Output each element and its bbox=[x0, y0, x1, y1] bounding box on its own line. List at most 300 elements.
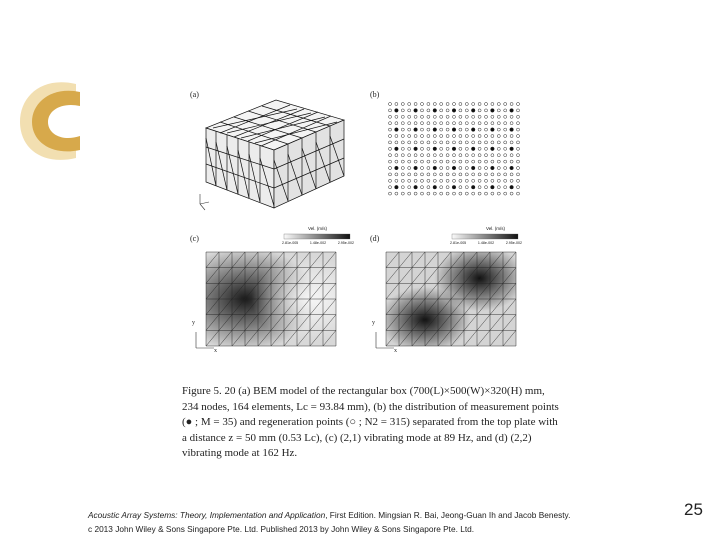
regeneration-point bbox=[401, 179, 404, 182]
regeneration-point bbox=[421, 147, 424, 150]
regeneration-point bbox=[472, 192, 475, 195]
regeneration-point bbox=[395, 141, 398, 144]
crescent-logo-icon bbox=[14, 74, 84, 166]
regeneration-point bbox=[401, 173, 404, 176]
regeneration-point bbox=[472, 141, 475, 144]
regeneration-point bbox=[459, 160, 462, 163]
regeneration-point bbox=[465, 167, 468, 170]
citation-line-1 bbox=[88, 508, 678, 522]
regeneration-point bbox=[472, 115, 475, 118]
regeneration-point bbox=[465, 141, 468, 144]
regeneration-point bbox=[446, 135, 449, 138]
point-grid bbox=[389, 103, 520, 196]
regeneration-point bbox=[459, 186, 462, 189]
regeneration-point bbox=[408, 179, 411, 182]
colorbar-d-ticks bbox=[450, 241, 522, 245]
axis-c-x: x bbox=[214, 348, 217, 354]
regeneration-point bbox=[478, 115, 481, 118]
regeneration-point bbox=[401, 135, 404, 138]
regeneration-point bbox=[401, 109, 404, 112]
regeneration-point bbox=[472, 154, 475, 157]
regeneration-point bbox=[401, 147, 404, 150]
regeneration-point bbox=[510, 103, 513, 106]
regeneration-point bbox=[414, 173, 417, 176]
regeneration-point bbox=[446, 173, 449, 176]
measurement-point bbox=[452, 128, 456, 132]
regeneration-point bbox=[401, 103, 404, 106]
regeneration-point bbox=[465, 173, 468, 176]
regeneration-point bbox=[465, 192, 468, 195]
regeneration-point bbox=[446, 179, 449, 182]
measurement-point bbox=[414, 185, 418, 189]
regeneration-point bbox=[421, 173, 424, 176]
regeneration-point bbox=[465, 122, 468, 125]
regeneration-point bbox=[389, 122, 392, 125]
regeneration-point bbox=[433, 154, 436, 157]
measurement-point bbox=[471, 128, 475, 132]
regeneration-point bbox=[440, 128, 443, 131]
regeneration-point bbox=[472, 173, 475, 176]
regeneration-point bbox=[414, 135, 417, 138]
regeneration-point bbox=[504, 135, 507, 138]
panel-d-label: (d) bbox=[370, 234, 380, 243]
regeneration-point bbox=[453, 173, 456, 176]
regeneration-point bbox=[421, 128, 424, 131]
caption-line: (● ; M = 35) and regeneration points (○ ; N2 = 315) separated from the top plate with bbox=[182, 416, 558, 428]
regeneration-point bbox=[465, 128, 468, 131]
regeneration-point bbox=[414, 192, 417, 195]
regeneration-point bbox=[517, 115, 520, 118]
regeneration-point bbox=[459, 128, 462, 131]
regeneration-point bbox=[408, 154, 411, 157]
regeneration-point bbox=[459, 141, 462, 144]
regeneration-point bbox=[497, 154, 500, 157]
regeneration-point bbox=[478, 186, 481, 189]
measurement-point bbox=[452, 109, 456, 113]
regeneration-point bbox=[497, 167, 500, 170]
regeneration-point bbox=[459, 103, 462, 106]
regeneration-point bbox=[440, 122, 443, 125]
regeneration-point bbox=[459, 147, 462, 150]
colorbar-c-ticks bbox=[282, 241, 354, 245]
regeneration-point bbox=[510, 173, 513, 176]
regeneration-point bbox=[510, 192, 513, 195]
source-citation bbox=[88, 508, 678, 536]
regeneration-point bbox=[446, 141, 449, 144]
regeneration-point bbox=[453, 160, 456, 163]
regeneration-point bbox=[427, 160, 430, 163]
regeneration-point bbox=[497, 160, 500, 163]
mode-21-plot bbox=[206, 252, 338, 348]
panel-b-label: (b) bbox=[370, 90, 380, 99]
regeneration-point bbox=[485, 122, 488, 125]
regeneration-point bbox=[427, 109, 430, 112]
regeneration-point bbox=[395, 122, 398, 125]
regeneration-point bbox=[408, 141, 411, 144]
regeneration-point bbox=[517, 192, 520, 195]
regeneration-point bbox=[395, 160, 398, 163]
regeneration-point bbox=[453, 135, 456, 138]
book-title: Acoustic Array Systems: Theory, Implementation and Application bbox=[88, 510, 326, 520]
regeneration-point bbox=[478, 109, 481, 112]
citation-line-2: c 2013 John Wiley & Sons Singapore Pte. Ltd. Published 2013 by John Wiley & Sons Singapore Pte. Ltd. bbox=[88, 524, 475, 534]
page-number: 25 bbox=[684, 500, 703, 519]
regeneration-point bbox=[453, 115, 456, 118]
regeneration-point bbox=[478, 173, 481, 176]
regeneration-point bbox=[478, 160, 481, 163]
regeneration-point bbox=[510, 135, 513, 138]
regeneration-point bbox=[517, 128, 520, 131]
regeneration-point bbox=[472, 103, 475, 106]
regeneration-point bbox=[440, 179, 443, 182]
regeneration-point bbox=[433, 179, 436, 182]
regeneration-point bbox=[389, 128, 392, 131]
regeneration-point bbox=[485, 109, 488, 112]
regeneration-point bbox=[497, 192, 500, 195]
regeneration-point bbox=[504, 128, 507, 131]
regeneration-point bbox=[478, 135, 481, 138]
regeneration-point bbox=[446, 103, 449, 106]
regeneration-point bbox=[510, 115, 513, 118]
regeneration-point bbox=[427, 122, 430, 125]
regeneration-point bbox=[440, 154, 443, 157]
regeneration-point bbox=[440, 147, 443, 150]
regeneration-point bbox=[446, 109, 449, 112]
regeneration-point bbox=[421, 141, 424, 144]
regeneration-point bbox=[497, 179, 500, 182]
regeneration-point bbox=[485, 186, 488, 189]
measurement-point bbox=[491, 147, 495, 151]
regeneration-point bbox=[517, 135, 520, 138]
regeneration-point bbox=[446, 160, 449, 163]
measurement-point bbox=[471, 109, 475, 113]
regeneration-point bbox=[427, 179, 430, 182]
regeneration-point bbox=[395, 173, 398, 176]
regeneration-point bbox=[446, 154, 449, 157]
measurement-point bbox=[414, 147, 418, 151]
regeneration-point bbox=[465, 186, 468, 189]
regeneration-point bbox=[389, 192, 392, 195]
regeneration-point bbox=[433, 135, 436, 138]
regeneration-point bbox=[401, 160, 404, 163]
regeneration-point bbox=[421, 103, 424, 106]
regeneration-point bbox=[459, 173, 462, 176]
regeneration-point bbox=[401, 154, 404, 157]
regeneration-point bbox=[389, 135, 392, 138]
regeneration-point bbox=[453, 103, 456, 106]
regeneration-point bbox=[478, 192, 481, 195]
regeneration-point bbox=[491, 115, 494, 118]
regeneration-point bbox=[427, 147, 430, 150]
regeneration-point bbox=[414, 115, 417, 118]
regeneration-point bbox=[408, 160, 411, 163]
caption-line: vibrating mode at 162 Hz. bbox=[182, 447, 298, 459]
measurement-point bbox=[471, 166, 475, 170]
measurement-point bbox=[433, 109, 437, 113]
regeneration-point bbox=[440, 135, 443, 138]
regeneration-point bbox=[485, 147, 488, 150]
regeneration-point bbox=[478, 167, 481, 170]
regeneration-point bbox=[401, 192, 404, 195]
citation-authors: , First Edition. Mingsian R. Bai, Jeong-Guan Ih and Jacob Benesty. bbox=[325, 510, 571, 520]
regeneration-point bbox=[459, 154, 462, 157]
measurement-point bbox=[433, 166, 437, 170]
regeneration-point bbox=[446, 186, 449, 189]
regeneration-point bbox=[453, 179, 456, 182]
measurement-point bbox=[395, 147, 399, 151]
regeneration-point bbox=[440, 109, 443, 112]
regeneration-point bbox=[395, 192, 398, 195]
regeneration-point bbox=[465, 103, 468, 106]
regeneration-point bbox=[395, 135, 398, 138]
regeneration-point bbox=[459, 167, 462, 170]
colorbar-d-tick: 2.95e-002 bbox=[505, 241, 522, 245]
regeneration-point bbox=[401, 141, 404, 144]
regeneration-point bbox=[517, 160, 520, 163]
regeneration-point bbox=[446, 167, 449, 170]
regeneration-point bbox=[485, 141, 488, 144]
regeneration-point bbox=[517, 122, 520, 125]
regeneration-point bbox=[446, 115, 449, 118]
regeneration-point bbox=[427, 186, 430, 189]
panel-a-label: (a) bbox=[190, 90, 199, 99]
measurement-point bbox=[491, 128, 495, 132]
axes-c-icon bbox=[194, 330, 218, 350]
regeneration-point bbox=[472, 179, 475, 182]
regeneration-point bbox=[427, 128, 430, 131]
regeneration-point bbox=[427, 141, 430, 144]
regeneration-point bbox=[389, 147, 392, 150]
regeneration-point bbox=[504, 141, 507, 144]
regeneration-point bbox=[408, 147, 411, 150]
regeneration-point bbox=[440, 173, 443, 176]
colorbar-c-tick: 1.48e-002 bbox=[309, 241, 327, 245]
measurement-point bbox=[491, 109, 495, 113]
measurement-point bbox=[395, 128, 399, 132]
caption-line: 234 nodes, 164 elements, Lc = 93.84 mm), (b) the distribution of measurement points bbox=[182, 400, 559, 413]
regeneration-point bbox=[453, 192, 456, 195]
regeneration-point bbox=[408, 122, 411, 125]
regeneration-point bbox=[433, 115, 436, 118]
regeneration-point bbox=[459, 122, 462, 125]
regeneration-point bbox=[491, 122, 494, 125]
regeneration-point bbox=[497, 103, 500, 106]
regeneration-point bbox=[414, 103, 417, 106]
regeneration-point bbox=[421, 167, 424, 170]
measurement-grid-icon bbox=[384, 100, 524, 200]
caption-line: a distance z = 50 mm (0.53 Lc), (c) (2,1) vibrating mode at 89 Hz, and (d) (2,2) bbox=[182, 431, 532, 444]
regeneration-point bbox=[465, 154, 468, 157]
regeneration-point bbox=[478, 154, 481, 157]
regeneration-point bbox=[504, 147, 507, 150]
measurement-point bbox=[433, 185, 437, 189]
axes-d-icon bbox=[374, 330, 398, 350]
regeneration-point bbox=[497, 109, 500, 112]
regeneration-point bbox=[408, 186, 411, 189]
regeneration-point bbox=[389, 179, 392, 182]
figure-caption bbox=[182, 384, 562, 462]
regeneration-point bbox=[414, 141, 417, 144]
regeneration-point bbox=[459, 192, 462, 195]
regeneration-point bbox=[440, 115, 443, 118]
regeneration-point bbox=[459, 115, 462, 118]
regeneration-point bbox=[401, 167, 404, 170]
regeneration-point bbox=[414, 154, 417, 157]
regeneration-point bbox=[465, 109, 468, 112]
regeneration-point bbox=[478, 103, 481, 106]
bem-mesh-icon bbox=[196, 98, 356, 224]
regeneration-point bbox=[395, 115, 398, 118]
regeneration-point bbox=[504, 109, 507, 112]
regeneration-point bbox=[408, 128, 411, 131]
regeneration-point bbox=[485, 154, 488, 157]
regeneration-point bbox=[485, 128, 488, 131]
regeneration-point bbox=[427, 154, 430, 157]
measurement-point bbox=[395, 185, 399, 189]
regeneration-point bbox=[517, 186, 520, 189]
regeneration-point bbox=[497, 141, 500, 144]
regeneration-point bbox=[427, 167, 430, 170]
figure-5-20 bbox=[172, 80, 552, 380]
regeneration-point bbox=[478, 141, 481, 144]
regeneration-point bbox=[389, 173, 392, 176]
regeneration-point bbox=[427, 135, 430, 138]
regeneration-point bbox=[389, 186, 392, 189]
regeneration-point bbox=[497, 135, 500, 138]
axis-d-x: x bbox=[394, 348, 397, 354]
regeneration-point bbox=[389, 160, 392, 163]
regeneration-point bbox=[440, 141, 443, 144]
regeneration-point bbox=[497, 186, 500, 189]
regeneration-point bbox=[389, 167, 392, 170]
regeneration-point bbox=[485, 103, 488, 106]
mode-22-plot bbox=[386, 252, 518, 348]
regeneration-point bbox=[459, 109, 462, 112]
measurement-point bbox=[491, 185, 495, 189]
colorbar-c-tick: 2.81e-005 bbox=[282, 241, 299, 245]
regeneration-point bbox=[485, 192, 488, 195]
regeneration-point bbox=[408, 192, 411, 195]
measurement-point bbox=[414, 109, 418, 113]
regeneration-point bbox=[485, 135, 488, 138]
measurement-point bbox=[395, 109, 399, 113]
regeneration-point bbox=[421, 122, 424, 125]
regeneration-point bbox=[414, 179, 417, 182]
regeneration-point bbox=[459, 135, 462, 138]
regeneration-point bbox=[497, 122, 500, 125]
measurement-point bbox=[510, 185, 514, 189]
regeneration-point bbox=[497, 147, 500, 150]
colorbar-d-tick: 2.81e-005 bbox=[450, 241, 467, 245]
regeneration-point bbox=[491, 141, 494, 144]
regeneration-point bbox=[472, 135, 475, 138]
regeneration-point bbox=[421, 135, 424, 138]
regeneration-point bbox=[459, 179, 462, 182]
regeneration-point bbox=[517, 141, 520, 144]
axis-d-y: y bbox=[372, 320, 375, 326]
regeneration-point bbox=[504, 186, 507, 189]
regeneration-point bbox=[401, 115, 404, 118]
regeneration-point bbox=[485, 167, 488, 170]
regeneration-point bbox=[440, 186, 443, 189]
regeneration-point bbox=[491, 135, 494, 138]
regeneration-point bbox=[401, 186, 404, 189]
regeneration-point bbox=[421, 115, 424, 118]
regeneration-point bbox=[427, 103, 430, 106]
regeneration-point bbox=[446, 128, 449, 131]
regeneration-point bbox=[440, 192, 443, 195]
regeneration-point bbox=[517, 179, 520, 182]
regeneration-point bbox=[433, 141, 436, 144]
regeneration-point bbox=[504, 154, 507, 157]
regeneration-point bbox=[453, 141, 456, 144]
regeneration-point bbox=[485, 115, 488, 118]
colorbar-c-title: Vel. (m/s) bbox=[308, 226, 328, 231]
regeneration-point bbox=[504, 192, 507, 195]
regeneration-point bbox=[491, 179, 494, 182]
regeneration-point bbox=[446, 147, 449, 150]
regeneration-point bbox=[497, 128, 500, 131]
regeneration-point bbox=[510, 160, 513, 163]
regeneration-point bbox=[427, 173, 430, 176]
regeneration-point bbox=[389, 103, 392, 106]
regeneration-point bbox=[395, 103, 398, 106]
regeneration-point bbox=[433, 122, 436, 125]
regeneration-point bbox=[433, 192, 436, 195]
colorbar-d-tick: 1.48e-002 bbox=[477, 241, 495, 245]
regeneration-point bbox=[478, 179, 481, 182]
regeneration-point bbox=[389, 141, 392, 144]
axis-c-y: y bbox=[192, 320, 195, 326]
regeneration-point bbox=[453, 154, 456, 157]
measurement-point bbox=[395, 166, 399, 170]
regeneration-point bbox=[421, 192, 424, 195]
regeneration-point bbox=[504, 122, 507, 125]
regeneration-point bbox=[491, 154, 494, 157]
measurement-point bbox=[433, 128, 437, 132]
regeneration-point bbox=[389, 109, 392, 112]
regeneration-point bbox=[401, 122, 404, 125]
regeneration-point bbox=[408, 173, 411, 176]
regeneration-point bbox=[510, 122, 513, 125]
regeneration-point bbox=[440, 160, 443, 163]
measurement-point bbox=[452, 147, 456, 151]
regeneration-point bbox=[408, 115, 411, 118]
regeneration-point bbox=[504, 167, 507, 170]
regeneration-point bbox=[465, 179, 468, 182]
measurement-point bbox=[471, 185, 475, 189]
regeneration-point bbox=[517, 154, 520, 157]
regeneration-point bbox=[414, 122, 417, 125]
measurement-point bbox=[414, 166, 418, 170]
regeneration-point bbox=[421, 186, 424, 189]
regeneration-point bbox=[497, 115, 500, 118]
regeneration-point bbox=[389, 115, 392, 118]
regeneration-point bbox=[504, 103, 507, 106]
regeneration-point bbox=[440, 103, 443, 106]
regeneration-point bbox=[485, 179, 488, 182]
regeneration-point bbox=[465, 147, 468, 150]
regeneration-point bbox=[491, 103, 494, 106]
measurement-point bbox=[510, 147, 514, 151]
regeneration-point bbox=[414, 160, 417, 163]
regeneration-point bbox=[408, 135, 411, 138]
panel-c-label: (c) bbox=[190, 234, 199, 243]
regeneration-point bbox=[478, 147, 481, 150]
regeneration-point bbox=[446, 192, 449, 195]
regeneration-point bbox=[504, 160, 507, 163]
regeneration-point bbox=[408, 103, 411, 106]
